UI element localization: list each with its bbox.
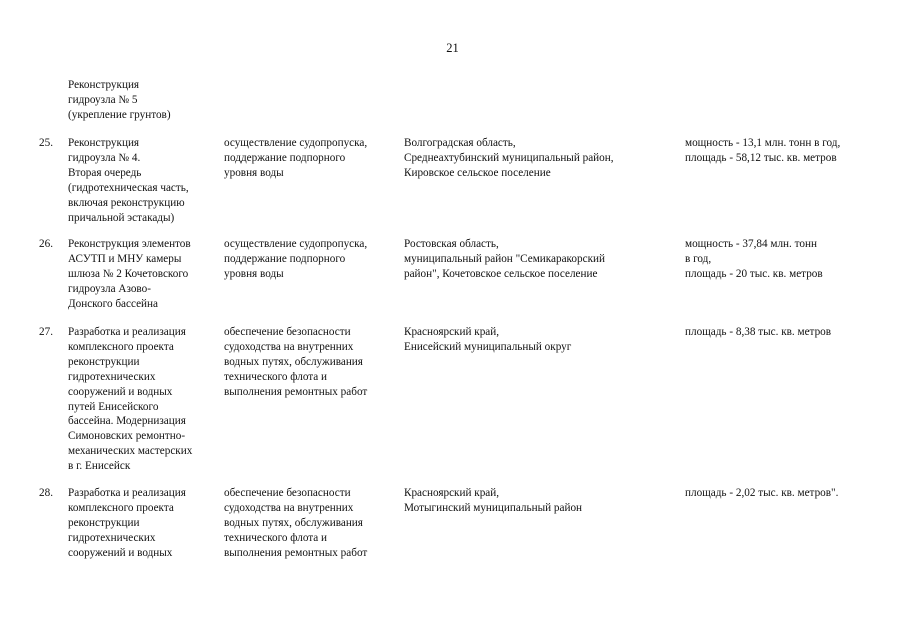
- project-location: Красноярский край, Енисейский муниципальный округ: [404, 326, 572, 353]
- project-purpose: обеспечение безопасности судоходства на внутренних водных путях, обслуживания технического флота и выполнения ремонтных работ: [224, 487, 368, 559]
- row-number: 26.: [39, 238, 53, 250]
- project-name: Разработка и реализация комплексного проекта реконструкции гидротехнических сооружений и водных путей Енисейского бассейна. Модернизация Симоновских ремонтно- механических мастерских в г. Енисейск: [68, 326, 193, 473]
- project-purpose: обеспечение безопасности судоходства на внутренних водных путях, обслуживания технического флота и выполнения ремонтных работ: [224, 326, 368, 398]
- project-name: Реконструкция элементов АСУТП и МНУ камеры шлюза № 2 Кочетовского гидроузла Азово- Донского бассейна: [68, 238, 191, 310]
- project-capacity: мощность - 37,84 млн. тонн в год, площадь - 20 тыс. кв. метров: [685, 238, 823, 280]
- project-capacity: площадь - 2,02 тыс. кв. метров".: [685, 487, 839, 499]
- row-number: 28.: [39, 487, 53, 499]
- page-number: 21: [446, 41, 459, 55]
- row-number: 27.: [39, 326, 53, 338]
- row-number: 25.: [39, 137, 53, 149]
- project-location: Ростовская область, муниципальный район "Семикаракорский район", Кочетовское сельское поселение: [404, 238, 605, 280]
- project-location: Волгоградская область, Среднеахтубинский муниципальный район, Кировское сельское поселение: [404, 137, 614, 179]
- project-name: Разработка и реализация комплексного проекта реконструкции гидротехнических сооружений и водных: [68, 487, 186, 559]
- project-purpose: осуществление судопропуска, поддержание подпорного уровня воды: [224, 238, 368, 280]
- project-name: Реконструкция гидроузла № 4. Вторая очередь (гидротехническая часть, включая реконструкцию причальной эстакады): [68, 137, 189, 224]
- project-capacity: площадь - 8,38 тыс. кв. метров: [685, 326, 832, 338]
- project-capacity: мощность - 13,1 млн. тонн в год, площадь - 58,12 тыс. кв. метров: [685, 137, 841, 164]
- project-purpose: осуществление судопропуска, поддержание подпорного уровня воды: [224, 137, 368, 179]
- project-name: Реконструкция гидроузла № 5 (укрепление грунтов): [68, 79, 171, 121]
- project-location: Красноярский край, Мотыгинский муниципальный район: [404, 487, 583, 514]
